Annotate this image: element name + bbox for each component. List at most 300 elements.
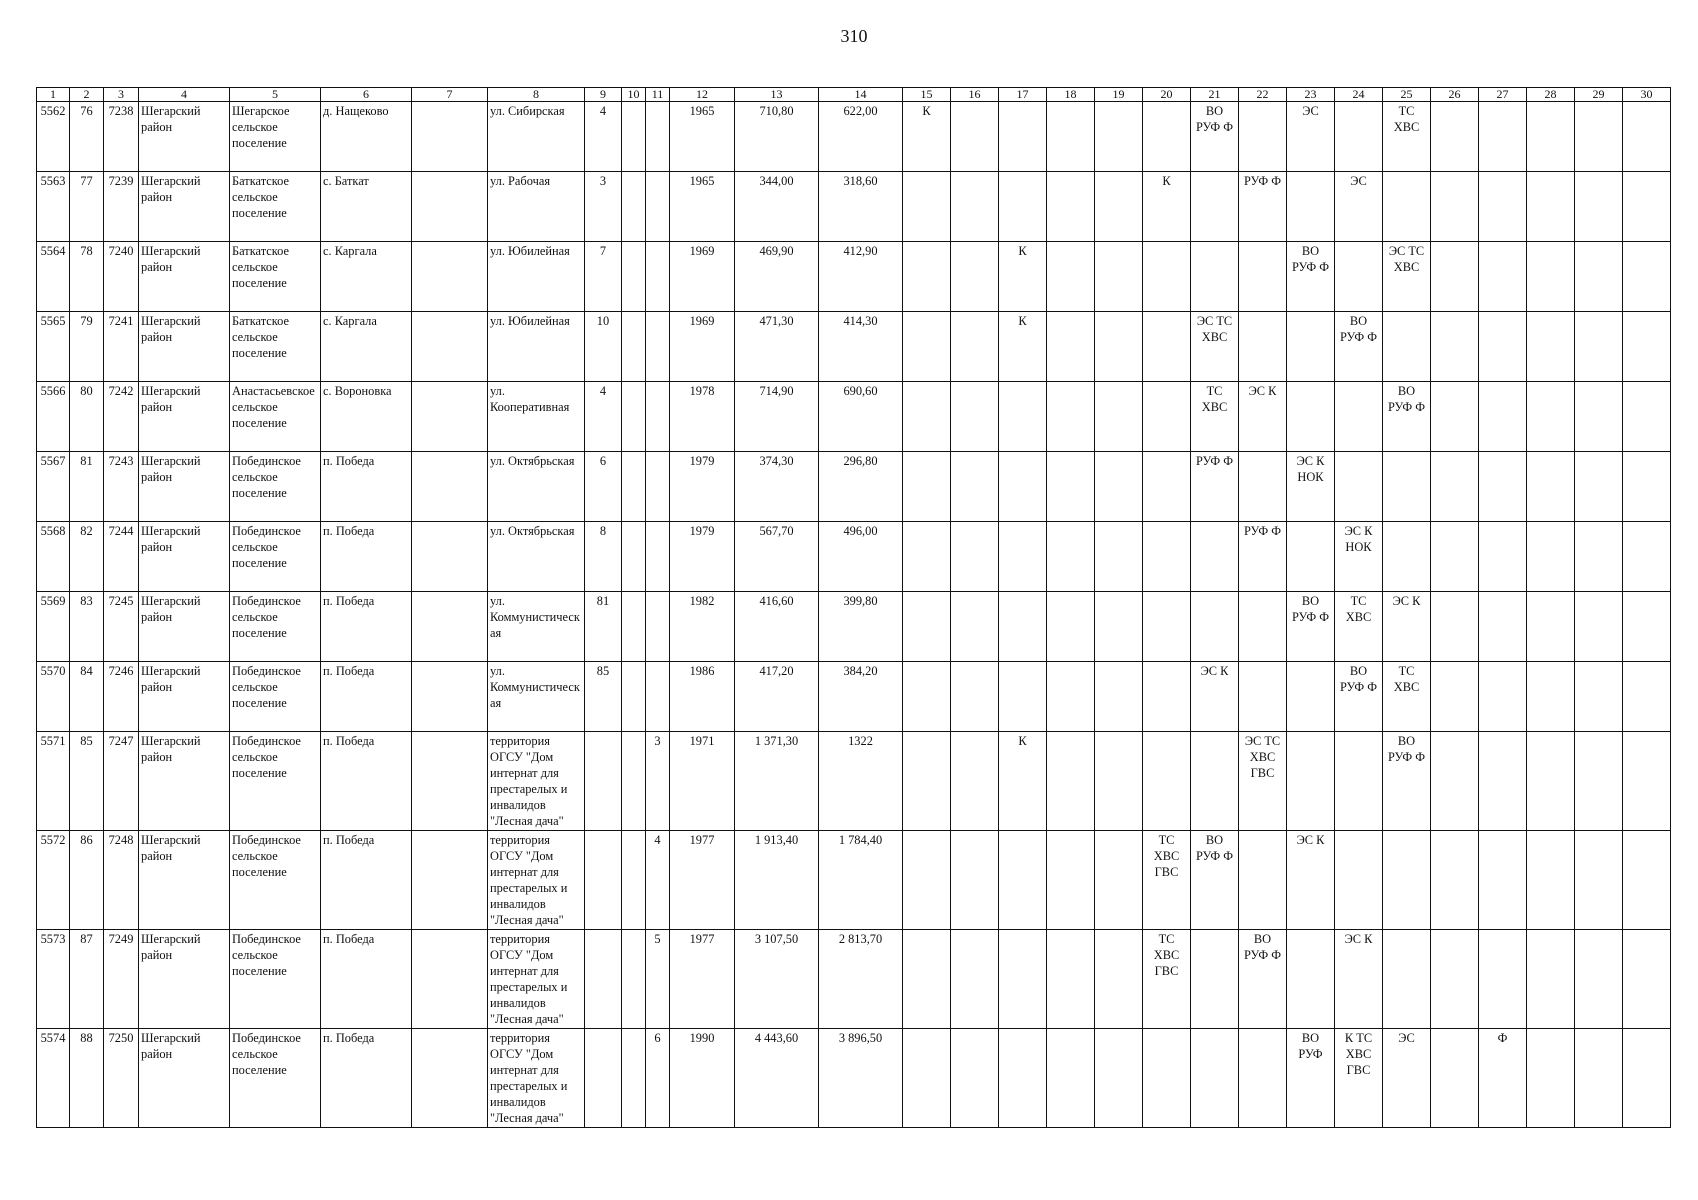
cell-col-25: ВО РУФ Ф	[1383, 382, 1431, 452]
column-header-11: 11	[646, 88, 670, 102]
column-header-25: 25	[1383, 88, 1431, 102]
cell-col-23	[1287, 382, 1335, 452]
cell-col-6: с. Каргала	[321, 312, 412, 382]
cell-col-30	[1623, 522, 1671, 592]
cell-col-12: 1977	[670, 930, 735, 1029]
cell-col-18	[1047, 382, 1095, 452]
cell-col-3: 7240	[104, 242, 139, 312]
cell-col-29	[1575, 452, 1623, 522]
cell-col-22	[1239, 1029, 1287, 1128]
cell-col-2: 84	[70, 662, 104, 732]
cell-col-7	[412, 1029, 488, 1128]
cell-col-29	[1575, 592, 1623, 662]
cell-col-26	[1431, 1029, 1479, 1128]
cell-col-27	[1479, 242, 1527, 312]
cell-col-8: территория ОГСУ "Дом интернат для престарелых и инвалидов "Лесная дача"	[488, 831, 585, 930]
cell-col-13: 471,30	[735, 312, 819, 382]
cell-col-21	[1191, 242, 1239, 312]
cell-col-8: ул. Юбилейная	[488, 312, 585, 382]
cell-col-7	[412, 452, 488, 522]
column-header-28: 28	[1527, 88, 1575, 102]
table-row	[37, 102, 1671, 172]
cell-col-23: ВО РУФ Ф	[1287, 592, 1335, 662]
cell-col-15	[903, 592, 951, 662]
cell-col-29	[1575, 930, 1623, 1029]
cell-col-7	[412, 831, 488, 930]
cell-col-10	[622, 662, 646, 732]
cell-col-6: с. Баткат	[321, 172, 412, 242]
cell-col-24	[1335, 732, 1383, 831]
cell-col-4: Шегарский район	[139, 102, 230, 172]
cell-col-12: 1979	[670, 522, 735, 592]
cell-col-2: 81	[70, 452, 104, 522]
cell-col-21	[1191, 592, 1239, 662]
cell-col-30	[1623, 312, 1671, 382]
cell-col-8: ул. Октябрьская	[488, 522, 585, 592]
cell-col-11	[646, 522, 670, 592]
cell-col-2: 77	[70, 172, 104, 242]
cell-col-26	[1431, 831, 1479, 930]
cell-col-26	[1431, 732, 1479, 831]
cell-col-24: ЭС	[1335, 172, 1383, 242]
cell-col-22	[1239, 242, 1287, 312]
table-row	[37, 732, 1671, 831]
cell-col-7	[412, 662, 488, 732]
cell-col-18	[1047, 242, 1095, 312]
cell-col-20	[1143, 452, 1191, 522]
cell-col-16	[951, 312, 999, 382]
column-header-26: 26	[1431, 88, 1479, 102]
cell-col-1: 5564	[37, 242, 70, 312]
cell-col-30	[1623, 831, 1671, 930]
cell-col-12: 1971	[670, 732, 735, 831]
cell-col-4: Шегарский район	[139, 930, 230, 1029]
cell-col-23: ЭС К	[1287, 831, 1335, 930]
table-row	[37, 831, 1671, 930]
cell-col-6: п. Победа	[321, 732, 412, 831]
cell-col-21	[1191, 522, 1239, 592]
column-header-9: 9	[585, 88, 622, 102]
cell-col-2: 82	[70, 522, 104, 592]
cell-col-30	[1623, 592, 1671, 662]
cell-col-18	[1047, 312, 1095, 382]
cell-col-11: 4	[646, 831, 670, 930]
cell-col-14: 384,20	[819, 662, 903, 732]
cell-col-14: 414,30	[819, 312, 903, 382]
cell-col-5: Баткатское сельское поселение	[230, 242, 321, 312]
cell-col-27	[1479, 831, 1527, 930]
cell-col-17	[999, 522, 1047, 592]
cell-col-6: п. Победа	[321, 662, 412, 732]
cell-col-20: ТС ХВС ГВС	[1143, 831, 1191, 930]
cell-col-10	[622, 452, 646, 522]
cell-col-8: ул. Коммунистическая	[488, 662, 585, 732]
cell-col-26	[1431, 382, 1479, 452]
cell-col-7	[412, 242, 488, 312]
column-header-3: 3	[104, 88, 139, 102]
cell-col-3: 7243	[104, 452, 139, 522]
cell-col-3: 7246	[104, 662, 139, 732]
cell-col-23	[1287, 522, 1335, 592]
cell-col-8: ул. Сибирская	[488, 102, 585, 172]
cell-col-9: 10	[585, 312, 622, 382]
cell-col-13: 416,60	[735, 592, 819, 662]
cell-col-23	[1287, 930, 1335, 1029]
cell-col-16	[951, 522, 999, 592]
cell-col-4: Шегарский район	[139, 382, 230, 452]
column-header-29: 29	[1575, 88, 1623, 102]
cell-col-3: 7242	[104, 382, 139, 452]
cell-col-13: 1 913,40	[735, 831, 819, 930]
cell-col-18	[1047, 102, 1095, 172]
cell-col-11: 3	[646, 732, 670, 831]
cell-col-13: 1 371,30	[735, 732, 819, 831]
cell-col-30	[1623, 930, 1671, 1029]
cell-col-21: РУФ Ф	[1191, 452, 1239, 522]
cell-col-30	[1623, 452, 1671, 522]
cell-col-28	[1527, 312, 1575, 382]
cell-col-7	[412, 382, 488, 452]
cell-col-19	[1095, 732, 1143, 831]
cell-col-25: ЭС К	[1383, 592, 1431, 662]
cell-col-6: п. Победа	[321, 592, 412, 662]
cell-col-6: с. Каргала	[321, 242, 412, 312]
cell-col-8: ул. Рабочая	[488, 172, 585, 242]
cell-col-20	[1143, 382, 1191, 452]
table-row	[37, 452, 1671, 522]
cell-col-10	[622, 312, 646, 382]
cell-col-10	[622, 242, 646, 312]
cell-col-6: п. Победа	[321, 1029, 412, 1128]
cell-col-11	[646, 102, 670, 172]
cell-col-13: 344,00	[735, 172, 819, 242]
cell-col-22: ВО РУФ Ф	[1239, 930, 1287, 1029]
cell-col-3: 7241	[104, 312, 139, 382]
cell-col-16	[951, 452, 999, 522]
cell-col-20	[1143, 102, 1191, 172]
cell-col-15	[903, 732, 951, 831]
cell-col-5: Побединское сельское поселение	[230, 452, 321, 522]
cell-col-19	[1095, 1029, 1143, 1128]
cell-col-21: ТС ХВС	[1191, 382, 1239, 452]
cell-col-27	[1479, 312, 1527, 382]
cell-col-2: 86	[70, 831, 104, 930]
cell-col-11	[646, 452, 670, 522]
cell-col-15	[903, 930, 951, 1029]
cell-col-8: территория ОГСУ "Дом интернат для престарелых и инвалидов "Лесная дача"	[488, 930, 585, 1029]
cell-col-29	[1575, 102, 1623, 172]
cell-col-7	[412, 172, 488, 242]
cell-col-11: 6	[646, 1029, 670, 1128]
cell-col-25: ЭС ТС ХВС	[1383, 242, 1431, 312]
cell-col-29	[1575, 662, 1623, 732]
cell-col-5: Побединское сельское поселение	[230, 592, 321, 662]
cell-col-21	[1191, 930, 1239, 1029]
column-header-17: 17	[999, 88, 1047, 102]
cell-col-14: 496,00	[819, 522, 903, 592]
cell-col-2: 78	[70, 242, 104, 312]
cell-col-8: территория ОГСУ "Дом интернат для престарелых и инвалидов "Лесная дача"	[488, 1029, 585, 1128]
cell-col-30	[1623, 732, 1671, 831]
cell-col-20	[1143, 242, 1191, 312]
cell-col-28	[1527, 662, 1575, 732]
column-header-8: 8	[488, 88, 585, 102]
column-header-22: 22	[1239, 88, 1287, 102]
cell-col-5: Побединское сельское поселение	[230, 831, 321, 930]
cell-col-30	[1623, 662, 1671, 732]
cell-col-13: 3 107,50	[735, 930, 819, 1029]
cell-col-10	[622, 732, 646, 831]
cell-col-5: Побединское сельское поселение	[230, 732, 321, 831]
cell-col-30	[1623, 1029, 1671, 1128]
cell-col-1: 5567	[37, 452, 70, 522]
cell-col-6: п. Победа	[321, 452, 412, 522]
cell-col-14: 690,60	[819, 382, 903, 452]
cell-col-20	[1143, 592, 1191, 662]
cell-col-5: Побединское сельское поселение	[230, 662, 321, 732]
cell-col-25: ТС ХВС	[1383, 662, 1431, 732]
cell-col-6: п. Победа	[321, 522, 412, 592]
cell-col-5: Побединское сельское поселение	[230, 930, 321, 1029]
table-body	[37, 102, 1671, 1128]
cell-col-7	[412, 732, 488, 831]
cell-col-29	[1575, 242, 1623, 312]
column-header-10: 10	[622, 88, 646, 102]
cell-col-21: ВО РУФ Ф	[1191, 831, 1239, 930]
cell-col-26	[1431, 930, 1479, 1029]
cell-col-6: д. Нащеково	[321, 102, 412, 172]
cell-col-27	[1479, 732, 1527, 831]
cell-col-9: 6	[585, 452, 622, 522]
cell-col-27: Ф	[1479, 1029, 1527, 1128]
cell-col-29	[1575, 382, 1623, 452]
cell-col-2: 85	[70, 732, 104, 831]
column-header-2: 2	[70, 88, 104, 102]
cell-col-1: 5568	[37, 522, 70, 592]
cell-col-14: 3 896,50	[819, 1029, 903, 1128]
cell-col-3: 7244	[104, 522, 139, 592]
cell-col-19	[1095, 102, 1143, 172]
column-header-6: 6	[321, 88, 412, 102]
column-header-18: 18	[1047, 88, 1095, 102]
cell-col-2: 80	[70, 382, 104, 452]
cell-col-29	[1575, 831, 1623, 930]
cell-col-22	[1239, 592, 1287, 662]
cell-col-2: 79	[70, 312, 104, 382]
cell-col-3: 7247	[104, 732, 139, 831]
cell-col-3: 7245	[104, 592, 139, 662]
page-number: 310	[840, 26, 868, 46]
cell-col-17: К	[999, 312, 1047, 382]
cell-col-28	[1527, 831, 1575, 930]
cell-col-27	[1479, 522, 1527, 592]
cell-col-17	[999, 930, 1047, 1029]
cell-col-19	[1095, 522, 1143, 592]
cell-col-5: Баткатское сельское поселение	[230, 312, 321, 382]
cell-col-24: ТС ХВС	[1335, 592, 1383, 662]
cell-col-1: 5562	[37, 102, 70, 172]
cell-col-27	[1479, 452, 1527, 522]
cell-col-25	[1383, 312, 1431, 382]
cell-col-19	[1095, 172, 1143, 242]
cell-col-15	[903, 1029, 951, 1128]
header-row	[37, 88, 1671, 102]
cell-col-1: 5565	[37, 312, 70, 382]
cell-col-13: 469,90	[735, 242, 819, 312]
cell-col-22	[1239, 102, 1287, 172]
cell-col-14: 412,90	[819, 242, 903, 312]
cell-col-10	[622, 522, 646, 592]
cell-col-24: ЭС К	[1335, 930, 1383, 1029]
cell-col-19	[1095, 662, 1143, 732]
cell-col-9: 81	[585, 592, 622, 662]
cell-col-3: 7239	[104, 172, 139, 242]
cell-col-8: ул. Октябрьская	[488, 452, 585, 522]
column-header-15: 15	[903, 88, 951, 102]
cell-col-18	[1047, 452, 1095, 522]
cell-col-2: 87	[70, 930, 104, 1029]
cell-col-18	[1047, 732, 1095, 831]
cell-col-12: 1965	[670, 172, 735, 242]
cell-col-25: ТС ХВС	[1383, 102, 1431, 172]
cell-col-22	[1239, 312, 1287, 382]
cell-col-29	[1575, 312, 1623, 382]
cell-col-14: 2 813,70	[819, 930, 903, 1029]
cell-col-4: Шегарский район	[139, 312, 230, 382]
cell-col-21	[1191, 732, 1239, 831]
cell-col-12: 1977	[670, 831, 735, 930]
cell-col-3: 7249	[104, 930, 139, 1029]
cell-col-3: 7248	[104, 831, 139, 930]
cell-col-23	[1287, 662, 1335, 732]
cell-col-2: 83	[70, 592, 104, 662]
cell-col-5: Побединское сельское поселение	[230, 1029, 321, 1128]
cell-col-26	[1431, 312, 1479, 382]
table-row	[37, 172, 1671, 242]
cell-col-26	[1431, 592, 1479, 662]
cell-col-28	[1527, 522, 1575, 592]
cell-col-4: Шегарский район	[139, 172, 230, 242]
cell-col-22: РУФ Ф	[1239, 522, 1287, 592]
cell-col-26	[1431, 172, 1479, 242]
cell-col-1: 5572	[37, 831, 70, 930]
cell-col-13: 710,80	[735, 102, 819, 172]
cell-col-26	[1431, 662, 1479, 732]
cell-col-16	[951, 172, 999, 242]
cell-col-13: 714,90	[735, 382, 819, 452]
cell-col-30	[1623, 172, 1671, 242]
cell-col-30	[1623, 382, 1671, 452]
cell-col-17: К	[999, 242, 1047, 312]
table-row	[37, 930, 1671, 1029]
cell-col-18	[1047, 930, 1095, 1029]
table-row	[37, 242, 1671, 312]
cell-col-12: 1965	[670, 102, 735, 172]
cell-col-18	[1047, 662, 1095, 732]
cell-col-12: 1969	[670, 312, 735, 382]
cell-col-28	[1527, 382, 1575, 452]
cell-col-7	[412, 522, 488, 592]
cell-col-14: 296,80	[819, 452, 903, 522]
table-row	[37, 312, 1671, 382]
cell-col-7	[412, 102, 488, 172]
cell-col-17: К	[999, 732, 1047, 831]
cell-col-23: ЭС К НОК	[1287, 452, 1335, 522]
cell-col-17	[999, 382, 1047, 452]
cell-col-19	[1095, 312, 1143, 382]
cell-col-24	[1335, 831, 1383, 930]
cell-col-29	[1575, 522, 1623, 592]
column-header-27: 27	[1479, 88, 1527, 102]
column-header-1: 1	[37, 88, 70, 102]
cell-col-5: Побединское сельское поселение	[230, 522, 321, 592]
cell-col-19	[1095, 242, 1143, 312]
column-header-30: 30	[1623, 88, 1671, 102]
cell-col-9	[585, 732, 622, 831]
cell-col-18	[1047, 592, 1095, 662]
column-header-20: 20	[1143, 88, 1191, 102]
cell-col-12: 1978	[670, 382, 735, 452]
cell-col-17	[999, 831, 1047, 930]
cell-col-1: 5563	[37, 172, 70, 242]
cell-col-17	[999, 592, 1047, 662]
column-header-7: 7	[412, 88, 488, 102]
column-header-23: 23	[1287, 88, 1335, 102]
cell-col-10	[622, 102, 646, 172]
cell-col-24	[1335, 452, 1383, 522]
cell-col-25	[1383, 930, 1431, 1029]
cell-col-11	[646, 312, 670, 382]
cell-col-11	[646, 242, 670, 312]
cell-col-20	[1143, 1029, 1191, 1128]
cell-col-16	[951, 102, 999, 172]
cell-col-24: К ТС ХВС ГВС	[1335, 1029, 1383, 1128]
cell-col-29	[1575, 1029, 1623, 1128]
cell-col-23: ВО РУФ	[1287, 1029, 1335, 1128]
cell-col-25	[1383, 831, 1431, 930]
cell-col-19	[1095, 382, 1143, 452]
cell-col-4: Шегарский район	[139, 592, 230, 662]
cell-col-7	[412, 592, 488, 662]
cell-col-16	[951, 831, 999, 930]
cell-col-14: 622,00	[819, 102, 903, 172]
column-header-13: 13	[735, 88, 819, 102]
cell-col-27	[1479, 930, 1527, 1029]
cell-col-5: Шегарское сельское поселение	[230, 102, 321, 172]
cell-col-22: ЭС К	[1239, 382, 1287, 452]
cell-col-24: ВО РУФ Ф	[1335, 662, 1383, 732]
cell-col-14: 1 784,40	[819, 831, 903, 930]
cell-col-9	[585, 1029, 622, 1128]
cell-col-26	[1431, 242, 1479, 312]
cell-col-10	[622, 382, 646, 452]
cell-col-11: 5	[646, 930, 670, 1029]
cell-col-15: К	[903, 102, 951, 172]
cell-col-26	[1431, 522, 1479, 592]
cell-col-20	[1143, 732, 1191, 831]
cell-col-15	[903, 242, 951, 312]
cell-col-13: 567,70	[735, 522, 819, 592]
cell-col-23: ВО РУФ Ф	[1287, 242, 1335, 312]
cell-col-28	[1527, 242, 1575, 312]
cell-col-18	[1047, 522, 1095, 592]
cell-col-15	[903, 522, 951, 592]
cell-col-17	[999, 102, 1047, 172]
cell-col-10	[622, 930, 646, 1029]
cell-col-28	[1527, 102, 1575, 172]
cell-col-28	[1527, 592, 1575, 662]
cell-col-25: ВО РУФ Ф	[1383, 732, 1431, 831]
